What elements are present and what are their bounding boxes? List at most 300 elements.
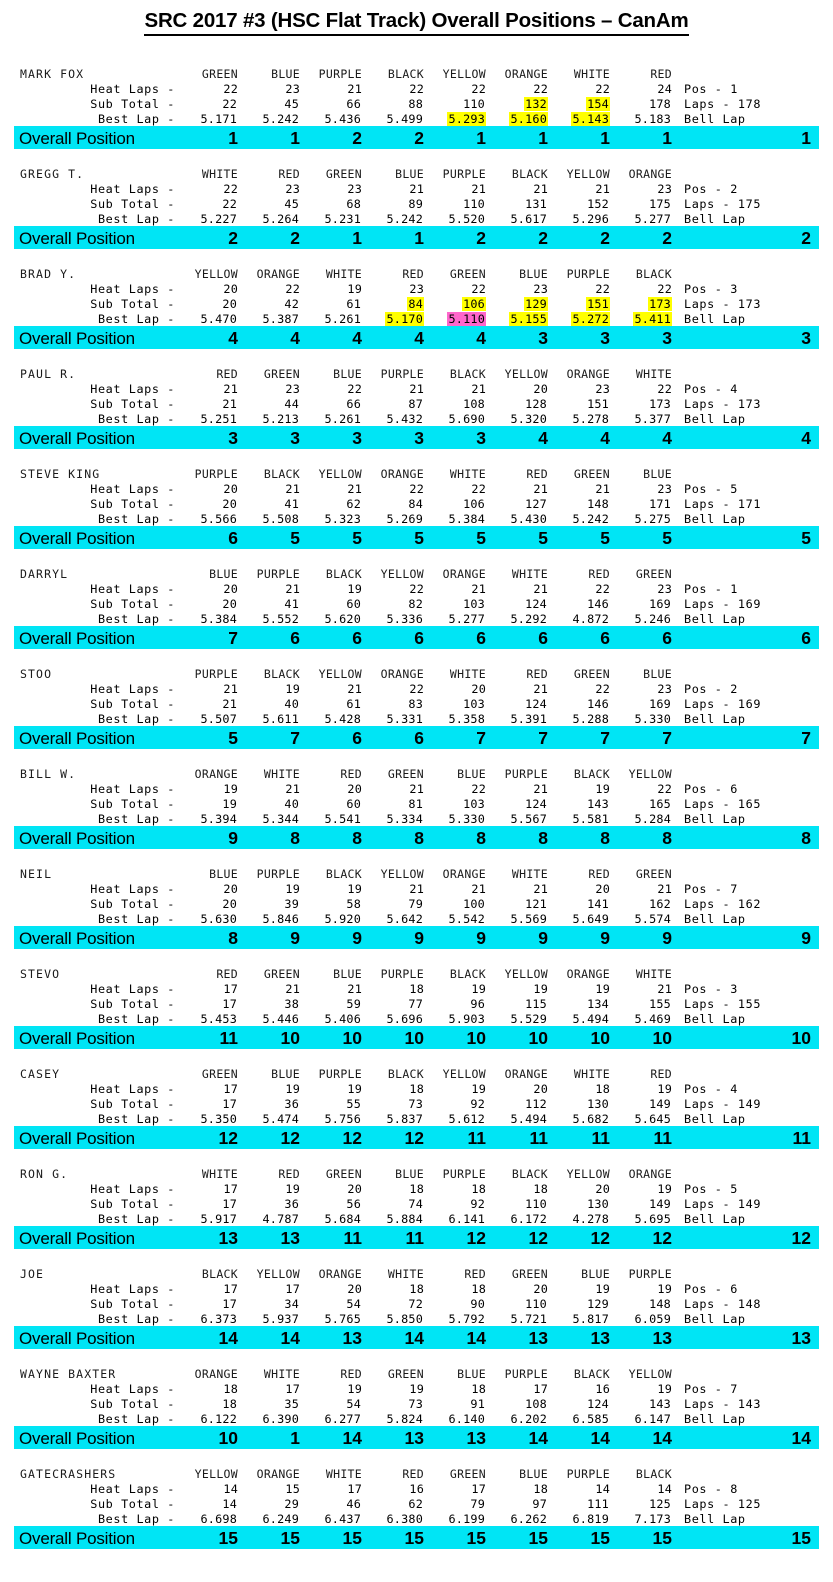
pos-summary: Pos - 2 (684, 682, 738, 696)
overall-position-value: 12 (614, 1226, 676, 1249)
overall-position-value: 11 (614, 1126, 676, 1149)
sub-total-text: 151 (587, 297, 609, 311)
overall-position-label: Overall Position (14, 726, 180, 749)
heat-laps-value: 22 (595, 282, 610, 296)
overall-position-label: Overall Position (14, 926, 180, 949)
sub-total-text: 171 (649, 497, 671, 511)
racer-name: GATECRASHERS (20, 1467, 117, 1481)
overall-position-value: 5 (366, 526, 428, 549)
sub-total-value (552, 196, 614, 211)
best-lap-text: 6.277 (324, 1412, 361, 1426)
sub-total-text: 108 (525, 1397, 547, 1411)
sub-total-text: 124 (525, 797, 547, 811)
best-lap-value (180, 1011, 242, 1026)
overall-position-value: 13 (180, 1226, 242, 1249)
overall-position-value: 15 (552, 1526, 614, 1549)
sub-total-text: 178 (649, 97, 671, 111)
heat-laps-value: 20 (347, 782, 362, 796)
sub-total-text: 20 (222, 297, 237, 311)
sub-total-text: 17 (222, 1297, 237, 1311)
sub-total-row (14, 1196, 819, 1211)
lane-color-header: WHITE (201, 1167, 238, 1181)
overall-position-value: 4 (304, 326, 366, 349)
best-lap-value (428, 1311, 490, 1326)
lane-color-header: GREEN (449, 1467, 486, 1481)
heat-laps-value: 21 (657, 882, 672, 896)
heat-laps-label: Heat Laps - (90, 1382, 175, 1396)
heat-laps-value: 18 (471, 1382, 486, 1396)
best-lap-value (180, 911, 242, 926)
heat-laps-value: 23 (657, 482, 672, 496)
heat-laps-value: 22 (223, 182, 238, 196)
sub-total-value (180, 1496, 242, 1511)
lane-header-row (14, 866, 819, 881)
heat-laps-value: 22 (595, 582, 610, 596)
final-position-value: 15 (676, 1526, 819, 1549)
overall-position-value: 12 (180, 1126, 242, 1149)
lane-header-row (14, 1166, 819, 1181)
heat-laps-value: 21 (533, 682, 548, 696)
sub-total-text: 14 (222, 1497, 237, 1511)
sub-total-value (180, 596, 242, 611)
sub-total-value (428, 96, 490, 111)
overall-position-value: 9 (180, 826, 242, 849)
best-lap-text: 5.696 (386, 1012, 423, 1026)
sub-total-label: Sub Total - (90, 597, 175, 611)
sub-total-value (180, 496, 242, 511)
overall-position-value: 13 (552, 1326, 614, 1349)
best-lap-value (428, 711, 490, 726)
best-lap-text: 5.293 (448, 112, 485, 126)
heat-laps-value: 19 (285, 882, 300, 896)
best-lap-text: 5.272 (572, 312, 609, 326)
header-spacer (676, 366, 819, 381)
heat-laps-value: 14 (223, 1482, 238, 1496)
best-lap-row (14, 1011, 819, 1026)
sub-total-value (428, 996, 490, 1011)
racer-results-table (14, 766, 819, 849)
lane-color-header: BLUE (271, 67, 300, 81)
best-lap-text: 6.140 (448, 1412, 485, 1426)
sub-total-text: 130 (587, 1097, 609, 1111)
overall-position-value: 9 (490, 926, 552, 949)
sub-total-text: 89 (408, 197, 423, 211)
lane-color-header: WHITE (635, 967, 672, 981)
best-lap-value (366, 311, 428, 326)
racer-name: NEIL (20, 867, 53, 881)
sub-total-text: 129 (525, 297, 547, 311)
header-spacer (676, 166, 819, 181)
heat-laps-value: 19 (471, 982, 486, 996)
racer-block (14, 866, 819, 949)
best-lap-row (14, 711, 819, 726)
heat-laps-value: 21 (347, 682, 362, 696)
best-lap-text: 6.373 (200, 1312, 237, 1326)
racer-block (14, 166, 819, 249)
overall-position-label: Overall Position (14, 526, 180, 549)
best-lap-value (428, 511, 490, 526)
best-lap-text: 5.432 (386, 412, 423, 426)
sub-total-value (180, 1296, 242, 1311)
overall-position-value: 12 (242, 1126, 304, 1149)
best-lap-value (428, 211, 490, 226)
sub-total-value (366, 996, 428, 1011)
sub-total-value (366, 96, 428, 111)
final-position-value: 6 (676, 626, 819, 649)
lane-color-header: BLUE (519, 267, 548, 281)
lane-color-header: GREEN (387, 1367, 424, 1381)
best-lap-label: Best Lap - (97, 1212, 175, 1226)
racer-results-table (14, 1366, 819, 1449)
lane-color-header: BLACK (387, 67, 424, 81)
best-lap-value (242, 1111, 304, 1126)
sub-total-value (552, 696, 614, 711)
heat-laps-value: 19 (657, 1382, 672, 1396)
best-lap-value (304, 1311, 366, 1326)
heat-laps-value: 22 (409, 482, 424, 496)
racer-name: CASEY (20, 1067, 61, 1081)
laps-summary: Laps - 155 (684, 997, 762, 1011)
overall-position-value: 6 (552, 626, 614, 649)
lane-color-header: YELLOW (504, 967, 548, 981)
laps-summary: Laps - 173 (684, 397, 762, 411)
sub-total-value (304, 396, 366, 411)
heat-laps-value: 18 (223, 1382, 238, 1396)
sub-total-text: 146 (587, 597, 609, 611)
pos-value: 2 (730, 682, 738, 696)
sub-total-text: 124 (525, 597, 547, 611)
heat-laps-value: 19 (223, 782, 238, 796)
sub-total-value (428, 296, 490, 311)
best-lap-text: 5.406 (324, 1012, 361, 1026)
sub-total-row (14, 696, 819, 711)
lane-color-header: YELLOW (380, 567, 424, 581)
best-lap-value (490, 411, 552, 426)
best-lap-text: 5.242 (262, 112, 299, 126)
sub-total-value (428, 396, 490, 411)
lane-color-header: WHITE (449, 667, 486, 681)
pos-value: 7 (730, 1382, 738, 1396)
heat-laps-label: Heat Laps - (90, 482, 175, 496)
lane-color-header: RED (402, 1467, 424, 1481)
sub-total-label: Sub Total - (90, 497, 175, 511)
pos-value: 3 (730, 982, 738, 996)
heat-laps-value: 21 (409, 382, 424, 396)
overall-position-label: Overall Position (14, 1126, 180, 1149)
heat-laps-row (14, 1381, 819, 1396)
best-lap-value (180, 111, 242, 126)
best-lap-label: Best Lap - (97, 212, 175, 226)
best-lap-text: 5.541 (324, 812, 361, 826)
sub-total-text: 148 (587, 497, 609, 511)
best-lap-row (14, 511, 819, 526)
lane-color-header: GREEN (263, 967, 300, 981)
pos-summary: Pos - 6 (684, 1282, 738, 1296)
heat-laps-value: 21 (533, 782, 548, 796)
final-position-value: 11 (676, 1126, 819, 1149)
best-lap-text: 5.264 (262, 212, 299, 226)
overall-position-value: 12 (428, 1226, 490, 1249)
lane-color-header: BLACK (325, 867, 362, 881)
overall-position-value: 11 (490, 1126, 552, 1149)
overall-position-value: 14 (552, 1426, 614, 1449)
best-lap-value (304, 711, 366, 726)
best-lap-value (180, 211, 242, 226)
sub-total-text: 46 (346, 1497, 361, 1511)
pos-summary: Pos - 4 (684, 1082, 738, 1096)
heat-laps-value: 17 (285, 1382, 300, 1396)
laps-value: 125 (737, 1497, 762, 1511)
best-lap-text: 5.277 (634, 212, 671, 226)
best-lap-value (614, 511, 676, 526)
sub-total-text: 132 (525, 97, 547, 111)
heat-laps-value: 19 (595, 1282, 610, 1296)
overall-position-value: 1 (180, 126, 242, 149)
heat-laps-value: 18 (471, 1182, 486, 1196)
sub-total-text: 20 (222, 897, 237, 911)
laps-value: 173 (737, 397, 762, 411)
best-lap-text: 5.520 (448, 212, 485, 226)
best-lap-value (304, 1111, 366, 1126)
best-lap-text: 6.390 (262, 1412, 299, 1426)
sub-total-text: 45 (284, 197, 299, 211)
sub-total-text: 134 (587, 997, 609, 1011)
best-lap-value (242, 511, 304, 526)
sub-total-value (304, 596, 366, 611)
overall-position-value: 11 (180, 1026, 242, 1049)
sub-total-value (366, 1196, 428, 1211)
best-lap-text: 5.330 (448, 812, 485, 826)
heat-laps-value: 17 (223, 1182, 238, 1196)
heat-laps-value: 20 (347, 1282, 362, 1296)
heat-laps-value: 20 (471, 682, 486, 696)
sub-total-value (490, 196, 552, 211)
heat-laps-value: 23 (657, 182, 672, 196)
final-position-value: 12 (676, 1226, 819, 1249)
heat-laps-row (14, 1481, 819, 1496)
heat-laps-value: 21 (657, 982, 672, 996)
lane-color-header: YELLOW (504, 367, 548, 381)
lane-color-header: YELLOW (566, 167, 610, 181)
racer-block (14, 266, 819, 349)
heat-laps-value: 22 (471, 782, 486, 796)
lane-color-header: YELLOW (628, 767, 672, 781)
overall-position-value: 4 (180, 326, 242, 349)
heat-laps-row (14, 1181, 819, 1196)
heat-laps-row (14, 781, 819, 796)
best-lap-row (14, 611, 819, 626)
sub-total-text: 84 (408, 497, 423, 511)
best-lap-value (552, 911, 614, 926)
lane-color-header: ORANGE (628, 167, 672, 181)
best-lap-value (490, 1211, 552, 1226)
best-lap-text: 5.350 (200, 1112, 237, 1126)
best-lap-value (552, 611, 614, 626)
best-lap-value (242, 411, 304, 426)
sub-total-value (614, 896, 676, 911)
best-lap-value (552, 1411, 614, 1426)
heat-laps-value: 23 (595, 382, 610, 396)
pos-summary: Pos - 1 (684, 582, 738, 596)
sub-total-text: 36 (284, 1197, 299, 1211)
sub-total-text: 141 (587, 897, 609, 911)
sub-total-value (242, 696, 304, 711)
page-header (0, 0, 833, 40)
sub-total-text: 130 (587, 1197, 609, 1211)
sub-total-text: 154 (587, 97, 609, 111)
pos-value: 5 (730, 482, 738, 496)
heat-laps-value: 23 (657, 682, 672, 696)
overall-position-value: 14 (304, 1426, 366, 1449)
lane-color-header: PURPLE (628, 1267, 672, 1281)
sub-total-text: 81 (408, 797, 423, 811)
best-lap-value (614, 911, 676, 926)
lane-color-header: PURPLE (504, 767, 548, 781)
lane-color-header: PURPLE (194, 467, 238, 481)
overall-position-value: 13 (614, 1326, 676, 1349)
heat-laps-row (14, 181, 819, 196)
heat-laps-value: 20 (595, 882, 610, 896)
final-position-value: 5 (676, 526, 819, 549)
best-lap-label: Best Lap - (97, 1412, 175, 1426)
best-lap-value (428, 1111, 490, 1126)
bell-lap-label: Bell Lap (684, 1112, 746, 1126)
racer-block (14, 1266, 819, 1349)
sub-total-text: 36 (284, 1097, 299, 1111)
best-lap-text: 5.269 (386, 512, 423, 526)
sub-total-value (366, 1496, 428, 1511)
heat-laps-value: 23 (285, 382, 300, 396)
best-lap-text: 6.585 (572, 1412, 609, 1426)
pos-value: 2 (730, 182, 738, 196)
sub-total-value (242, 996, 304, 1011)
heat-laps-value: 20 (595, 1182, 610, 1196)
sub-total-text: 22 (222, 197, 237, 211)
best-lap-value (428, 411, 490, 426)
best-lap-text: 5.394 (200, 812, 237, 826)
overall-position-value: 1 (366, 226, 428, 249)
sub-total-value (490, 96, 552, 111)
overall-position-value: 4 (490, 426, 552, 449)
lane-color-header: PURPLE (318, 67, 362, 81)
overall-position-value: 6 (428, 626, 490, 649)
sub-total-value (552, 396, 614, 411)
heat-laps-value: 22 (285, 282, 300, 296)
heat-laps-value: 17 (285, 1282, 300, 1296)
lane-color-header: BLUE (271, 1067, 300, 1081)
best-lap-text: 6.172 (510, 1212, 547, 1226)
lane-color-header: GREEN (201, 67, 238, 81)
heat-laps-value: 21 (285, 782, 300, 796)
pos-value: 6 (730, 782, 738, 796)
sub-total-label: Sub Total - (90, 197, 175, 211)
sub-total-label: Sub Total - (90, 697, 175, 711)
best-lap-text: 5.494 (510, 1112, 547, 1126)
sub-total-value (304, 1396, 366, 1411)
sub-total-value (304, 296, 366, 311)
lane-header-row (14, 266, 819, 281)
lane-color-header: GREEN (635, 867, 672, 881)
heat-laps-value: 22 (533, 82, 548, 96)
lane-color-header: ORANGE (566, 367, 610, 381)
overall-position-label: Overall Position (14, 126, 180, 149)
racer-results-table (14, 566, 819, 649)
sub-total-value (180, 896, 242, 911)
heat-laps-value: 23 (409, 282, 424, 296)
sub-total-label: Sub Total - (90, 397, 175, 411)
lane-color-header: WHITE (511, 567, 548, 581)
best-lap-text: 5.336 (386, 612, 423, 626)
best-lap-label: Best Lap - (97, 112, 175, 126)
heat-laps-value: 21 (533, 882, 548, 896)
best-lap-text: 5.884 (386, 1212, 423, 1226)
sub-total-text: 148 (649, 1297, 671, 1311)
sub-total-text: 58 (346, 897, 361, 911)
heat-laps-label: Heat Laps - (90, 182, 175, 196)
pos-summary: Pos - 5 (684, 482, 738, 496)
laps-summary: Laps - 149 (684, 1097, 762, 1111)
best-lap-value (428, 311, 490, 326)
racer-name: BRAD Y. (20, 267, 77, 281)
best-lap-value (490, 1511, 552, 1526)
lane-color-header: PURPLE (566, 1467, 610, 1481)
best-lap-text: 5.620 (324, 612, 361, 626)
best-lap-value (242, 911, 304, 926)
laps-value: 169 (737, 697, 762, 711)
overall-position-value: 7 (180, 626, 242, 649)
racer-block (14, 1066, 819, 1149)
sub-total-value (242, 1096, 304, 1111)
laps-summary: Laps - 125 (684, 1497, 762, 1511)
heat-laps-value: 19 (347, 282, 362, 296)
best-lap-label: Best Lap - (97, 1512, 175, 1526)
best-lap-value (428, 1411, 490, 1426)
overall-position-row (14, 1326, 819, 1349)
bell-lap-label: Bell Lap (684, 1412, 746, 1426)
best-lap-value (552, 1111, 614, 1126)
overall-position-value: 15 (180, 1526, 242, 1549)
lane-color-header: WHITE (201, 167, 238, 181)
laps-value: 149 (737, 1197, 762, 1211)
best-lap-value (614, 1311, 676, 1326)
overall-position-value: 6 (180, 526, 242, 549)
sub-total-text: 96 (470, 997, 485, 1011)
best-lap-text: 5.213 (262, 412, 299, 426)
sub-total-value (490, 796, 552, 811)
lane-color-header: BLACK (635, 267, 672, 281)
lane-color-header: BLUE (333, 967, 362, 981)
sub-total-value (242, 496, 304, 511)
lane-color-header: ORANGE (256, 267, 300, 281)
heat-laps-value: 21 (409, 882, 424, 896)
lane-header-row (14, 666, 819, 681)
sub-total-value (304, 1296, 366, 1311)
lane-color-header: BLACK (387, 1067, 424, 1081)
heat-laps-value: 18 (409, 982, 424, 996)
lane-color-header: BLUE (643, 667, 672, 681)
heat-laps-value: 22 (471, 282, 486, 296)
best-lap-text: 6.147 (634, 1412, 671, 1426)
overall-position-value: 8 (180, 926, 242, 949)
sub-total-value (304, 96, 366, 111)
pos-value: 4 (730, 1082, 738, 1096)
best-lap-text: 5.242 (572, 512, 609, 526)
best-lap-value (242, 711, 304, 726)
sub-total-value (614, 696, 676, 711)
sub-total-text: 79 (408, 897, 423, 911)
header-spacer (676, 866, 819, 881)
heat-laps-value: 21 (223, 382, 238, 396)
